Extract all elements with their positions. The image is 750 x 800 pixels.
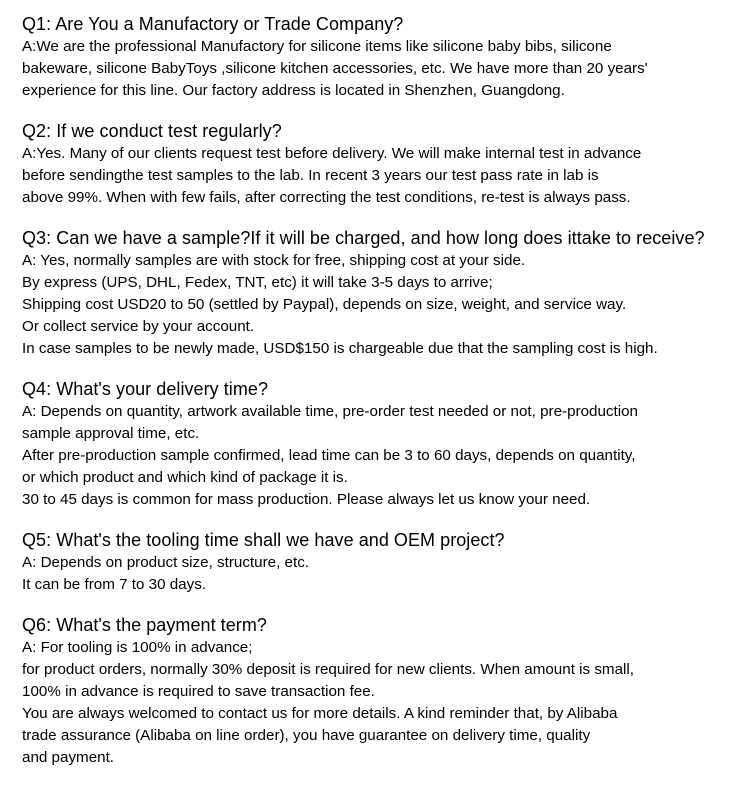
answer-line: and payment. [22,749,115,766]
faq-item-q2 [22,119,742,209]
answer-line: bakeware, silicone BabyToys ,silicone kitchen accessories, etc. We have more than 20 years' [22,60,648,77]
answer-line: sample approval time, etc. [22,425,200,442]
answer-line: It can be from 7 to 30 days. [22,576,207,593]
answer-line: trade assurance (Alibaba on line order), you have guarantee on delivery time, quality [22,727,591,744]
question-heading: Q4: What's your delivery time? [22,379,269,399]
question-heading: Q1: Are You a Manufactory or Trade Company? [22,14,404,34]
answer-line: A: Depends on product size, structure, etc. [22,554,310,571]
faq-list [22,12,742,786]
answer-line: Shipping cost USD20 to 50 (settled by Paypal), depends on size, weight, and service way. [22,296,627,313]
answer-line: 30 to 45 days is common for mass production. Please always let us know your need. [22,491,591,508]
answer-line: experience for this line. Our factory address is located in Shenzhen, Guangdong. [22,82,565,99]
question-heading: Q3: Can we have a sample?If it will be charged, and how long does ittake to receive? [22,228,705,248]
answer-line: before sendingthe test samples to the lab. In recent 3 years our test pass rate in lab is [22,167,599,184]
answer-line: for product orders, normally 30% deposit is required for new clients. When amount is small, [22,661,634,678]
answer-line: above 99%. When with few fails, after correcting the test conditions, re-test is always pass. [22,189,631,206]
answer-line: A: Yes, normally samples are with stock for free, shipping cost at your side. [22,252,526,269]
answer-line: 100% in advance is required to save transaction fee. [22,683,375,700]
question-heading: Q6: What's the payment term? [22,615,267,635]
faq-item-q3 [22,226,742,360]
question-heading: Q5: What's the tooling time shall we have and OEM project? [22,530,505,550]
faq-item-q6 [22,613,742,769]
faq-item-q4 [22,377,742,511]
answer-line: By express (UPS, DHL, Fedex, TNT, etc) it will take 3-5 days to arrive; [22,274,493,291]
answer-line: In case samples to be newly made, USD$150 is chargeable due that the sampling cost is high. [22,340,658,357]
faq-item-q5 [22,528,742,596]
answer-line: A: Depends on quantity, artwork available time, pre-order test needed or not, pre-production [22,403,638,420]
answer-line: Or collect service by your account. [22,318,255,335]
answer-line: or which product and which kind of package it is. [22,469,348,486]
answer-line: A:Yes. Many of our clients request test before delivery. We will make internal test in advance [22,145,642,162]
answer-line: A:We are the professional Manufactory for silicone items like silicone baby bibs, silicone [22,38,612,55]
question-heading: Q2: If we conduct test regularly? [22,121,282,141]
faq-item-q1 [22,12,742,102]
answer-line: You are always welcomed to contact us for more details. A kind reminder that, by Alibaba [22,705,618,722]
answer-line: A: For tooling is 100% in advance; [22,639,253,656]
answer-line: After pre-production sample confirmed, lead time can be 3 to 60 days, depends on quantity, [22,447,636,464]
